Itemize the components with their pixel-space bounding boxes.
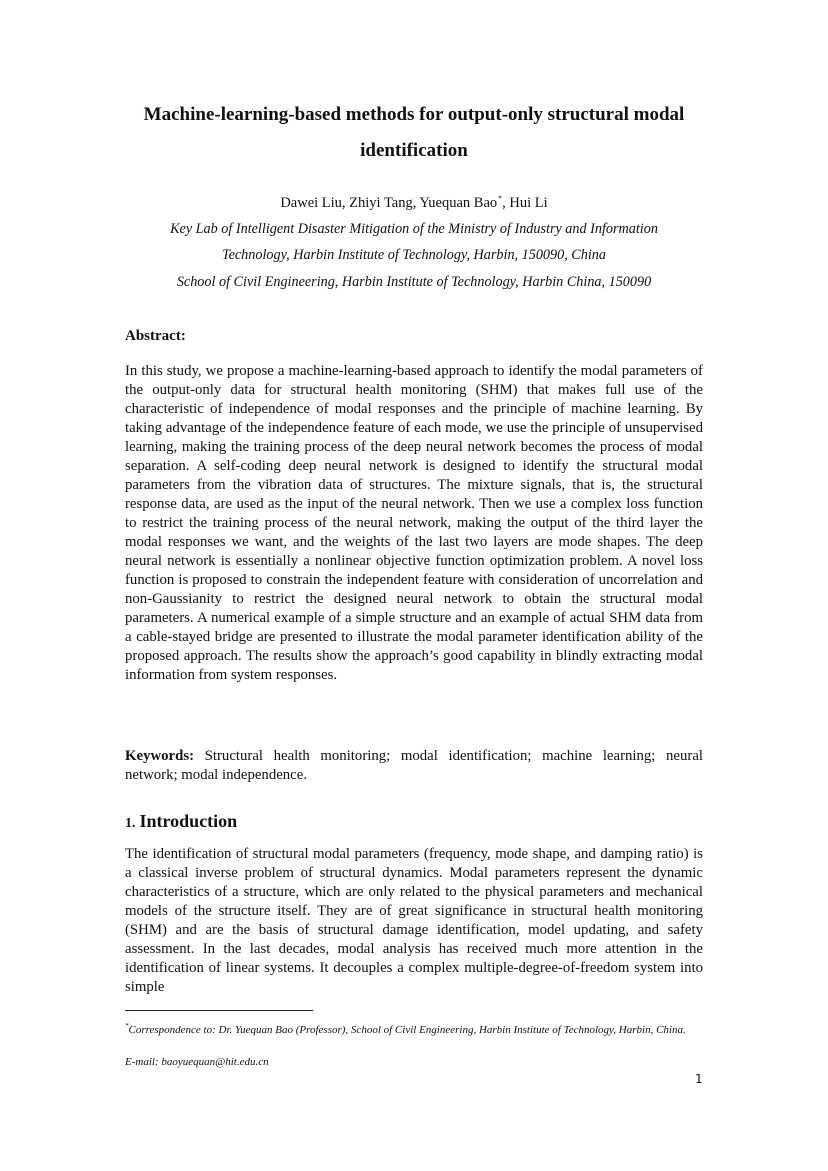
authors-rest: , Hui Li [502,195,548,211]
footnote-divider [125,1010,313,1011]
abstract-text: In this study, we propose a machine-learning-based approach to identify the modal parameters of the output-only data for structural health monitoring (SHM) that makes full use of the characteristic of independence of modal responses and the principle of machine learning. By taking advantage of the independence feature of each mode, we use the principle of unsupervised learning, making the training process of the deep neural network becomes the process of modal separation. A self-coding deep neural network is designed to identify the structural modal parameters from the vibration data of structures. The mixture signals, that is, the structural response data, are used as the input of the neural network. Then we use a complex loss function to restrict the training process of the neural network, making the output of the third layer the modal responses we want, and the weights of the last two layers are mode shapes. The deep neural network is essentially a nonlinear objective function optimization problem. A novel loss function is proposed to constrain the independent feature with consideration of uncorrelation and non-Gaussianity to restrict the designed neural network to obtain the structural modal parameters. A numerical example of a simple structure and an example of actual SHM data from a cable-stayed bridge are presented to illustrate the modal parameter identification ability of the proposed approach. The results show the approach’s good capability in blindly extracting modal information from system responses. [125,363,703,683]
section-title: Introduction [139,811,238,831]
footnote-correspondence-text: Correspondence to: Dr. Yuequan Bao (Professor), School of Civil Engineering, Harbin Institute of Technology, Harbin, China. [128,1024,686,1036]
title-line-1: Machine-learning-based methods for output-only structural modal [143,104,685,125]
paper-title [80,97,748,169]
footnote-mark: * [125,1022,129,1030]
corresponding-author-mark: * [498,194,503,203]
section-heading-introduction [125,811,237,832]
authors-main: Dawei Liu, Zhiyi Tang, Yuequan Bao [280,195,498,211]
affiliation-line-2: Technology, Harbin Institute of Technology, Harbin, 150090, China [222,247,606,263]
footnote-correspondence [125,1017,703,1039]
affiliation-line-3: School of Civil Engineering, Harbin Institute of Technology, Harbin China, 150090 [176,274,652,290]
keywords-text: Structural health monitoring; modal identification; machine learning; neural network; modal independence. [125,748,703,783]
keywords-label: Keywords: [125,748,195,764]
title-line-2: identification [360,140,468,161]
keywords [125,747,703,785]
introduction-text: The identification of structural modal parameters (frequency, mode shape, and damping ratio) is a classical inverse problem of structural dynamics. Modal parameters represent the dynamic characteristics of a structure, which are only related to the physical parameters and mechanical models of the structure itself. They are of great significance in structural health monitoring (SHM) and are the basis of structural damage identification, model updating, and safety assessment. In the last decades, modal analysis has received much more attention in the identification of linear systems. It decouples a complex multiple-degree-of-freedom system into simple [125,846,703,995]
section-number: 1. [125,816,136,831]
affiliation-line-1: Key Lab of Intelligent Disaster Mitigation of the Ministry of Industry and Information [170,221,658,237]
author-list [80,194,748,212]
footnote-email: E-mail: baoyuequan@hit.edu.cn [125,1056,269,1068]
page-number: 1 [695,1072,703,1086]
abstract-heading: Abstract: [125,328,186,344]
